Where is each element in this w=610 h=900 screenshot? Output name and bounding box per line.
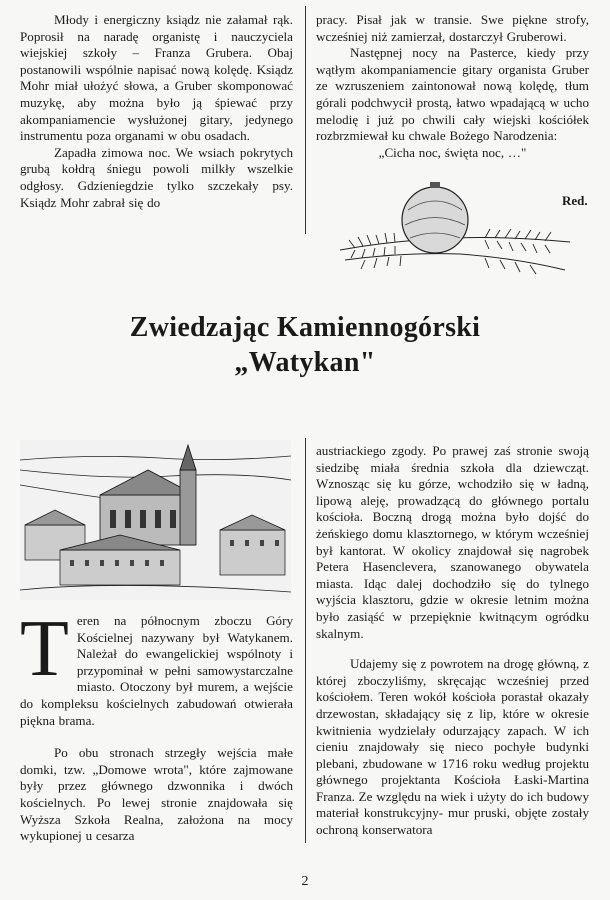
paragraph: Zapadła zimowa noc. We wsiach pokrytych grubą kołdrą śniegu powoli milkły wszelkie odgłosy. Gdzieniegdzie tylko szczekały psy. Ksiądz Mohr zabrał się do [20, 144, 293, 210]
bottom-left-column [20, 605, 293, 845]
page-number: 2 [301, 874, 309, 889]
carol-quote: „Cicha noc, święta noc, …" [378, 144, 527, 160]
bottom-right-column [316, 443, 589, 839]
paragraph-text: eren na północnym zboczu Góry Kościelnej nazywany był Watykanem. Należał do ewangelickiej wspólnoty i przypominał w pełni samowystarczalne miasto. Otoczony był murem, a wejście do kompleksu kościelnych zabudowań otwierała piękna brama. [20, 613, 293, 728]
column-divider [305, 6, 306, 234]
christmas-ornament-illustration [335, 180, 575, 290]
church-engraving-illustration [20, 440, 291, 600]
top-left-column [20, 12, 293, 211]
top-right-column [316, 12, 589, 161]
paragraph: pracy. Pisał jak w transie. Swe piękne strofy, wcześniej niż zamierzał, dostarczył Gruberowi. [316, 12, 589, 44]
paragraph: austriackiego zgody. Po prawej zaś stronie swoją siedzibę miała średnia szkoła dla dziewcząt. Wznosząc się ku górze, wchodziło się w ładną, lipową aleję, prowadzącą do głównego portalu kościoła. Boczną drogą można było dojść do żeńskiego domu klasztornego, w którym wcześniej był kantorat. W okolicy znajdował się nagrobek Petera Hasenclevera, szanowanego obywatela miasta. Idąc dalej dochodziło się do tylnego wyjścia klasztoru, gdzie w okresie letnim można było zasiąść w przepięknie kwitnącym ogródku skalnym. [316, 443, 589, 641]
title-line: Zwiedzając Kamiennogórski [129, 312, 481, 343]
article-title [0, 310, 610, 380]
title-line: „Watykan" [234, 347, 376, 378]
column-divider [305, 438, 306, 843]
paragraph [20, 605, 293, 729]
paragraph: Udajemy się z powrotem na drogę główną, z której zboczyliśmy, skręcając wcześniej przed kościołem. Teren wokół kościoła porastał okazały drzewostan, składający się z lip, które w okresie kwitnienia wydzielały odurzający zapach. W ich cieniu znajdowały się nieco pochyłe budynki plebani, zbudowane w 1716 roku według projektu głównego projektanta Kościoła Łaski-Martina Franza. Ze względu na wiek i użyty do ich budowy materiał konstrukcyjny- mur pruski, objęte zostały ochroną konserwatora [316, 656, 589, 838]
paragraph: Młody i energiczny ksiądz nie załamał rąk. Poprosił na naradę organistę i nauczyciela wiejskiej szkoły – Franza Grubera. Obaj postanowili wspólnie napisać nową kolędę. Ksiądz Mohr miał ułożyć słowa, a Gruber skomponować muzykę, aby można było ją śpiewać przy akompaniamencie wysłużonej gitary, jedynego instrumentu poza organami w obu osadach. [20, 12, 293, 144]
drop-cap: T [20, 605, 69, 693]
paragraph: Następnej nocy na Pasterce, kiedy przy wątłym akompaniamencie gitary organista Gruber ze wzruszeniem zaintonował nową kolędę, tłum górali podchwycił prostą, łatwo wpadającą w ucho melodię i już po chwili cały wiejski kościółek rozbrzmiewał ku chwale Bożego Narodzenia: [316, 45, 589, 144]
signature: Red. [562, 193, 588, 208]
paragraph: Po obu stronach strzegły wejścia małe domki, tzw. „Domowe wrota", które zajmowane były przez głównego dzwonnika i dwóch kościelnych. Po lewej stronie znajdowała się Wyższa Szkoła Realna, założona na mocy wykupionej u cesarza [20, 745, 293, 844]
